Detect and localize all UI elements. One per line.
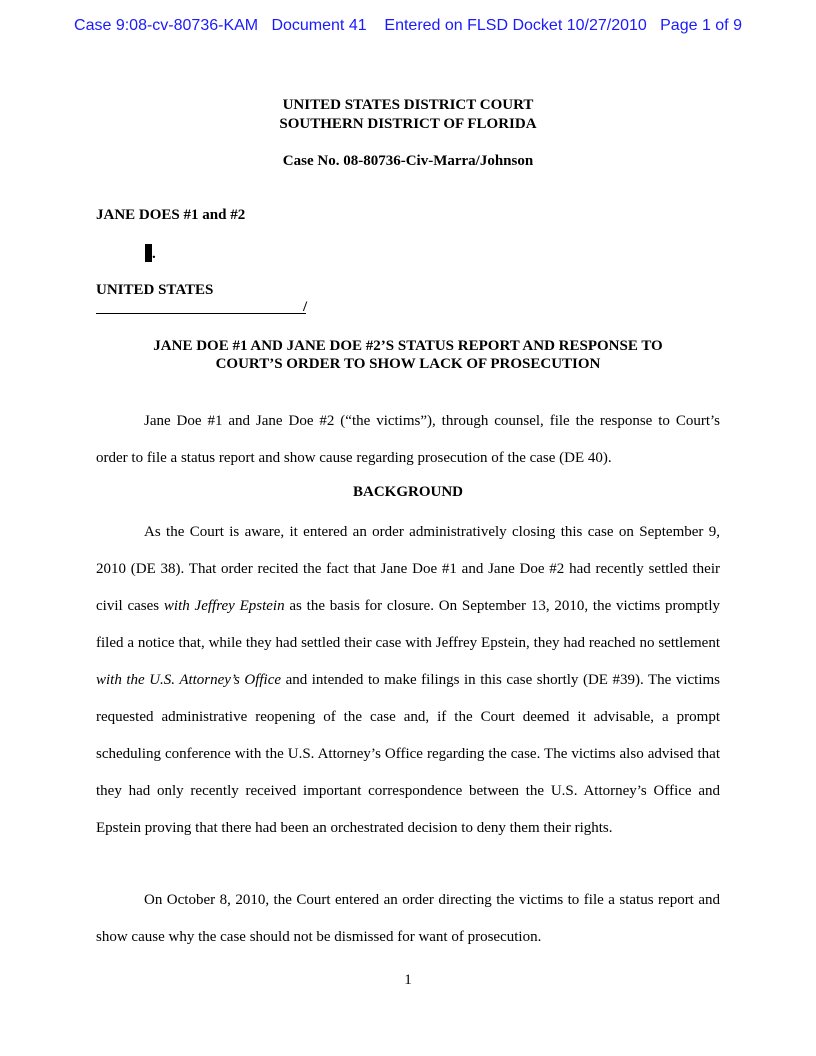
page-number: 1 [404, 972, 412, 988]
background-italic-a: with Jeffrey Epstein [163, 598, 285, 614]
background-text-c: and intended to make filings in this case shortly (DE #39). The victims requested administrative reopening of the case and, if the Court deemed it advisable, a prompt scheduling conference with the U.S. Attorney’s Office regarding the case. The victims also advised that they had only recently received important correspondence between the U.S. Attorney’s Office and Epstein proving that there had been an orchestrated decision to deny them their rights. [96, 672, 720, 836]
document-title-line2: COURT’S ORDER TO SHOW LACK OF PROSECUTION [215, 356, 601, 372]
document-title [96, 337, 720, 373]
background-text-a: As the Court is aware, it entered an order administratively closing this case on September 9, 2010 (DE 38). That order recited the fact that Jane Doe #1 and Jane Doe #2 had recently settled their civil cases [96, 524, 720, 614]
background-text-b: as the basis for closure. On September 13, 2010, the victims promptly filed a notice that, while they had settled their case with Jeffrey Epstein, they had reached no settlement [96, 598, 720, 651]
background-heading: BACKGROUND [352, 484, 463, 500]
court-name: UNITED STATES DISTRICT COURT [282, 97, 534, 113]
docket-header-stamp: Case 9:08-cv-80736-KAM Document 41 Entered on FLSD Docket 10/27/2010 Page 1 of 9 [74, 17, 742, 34]
defendant-caption: UNITED STATES [96, 282, 214, 298]
background-italic-b: with the U.S. Attorney’s Office [96, 672, 282, 688]
order-paragraph: On October 8, 2010, the Court entered an order directing the victims to file a status report and show cause why the case should not be dismissed for want of prosecution. [96, 892, 720, 945]
plaintiffs-caption: JANE DOES #1 and #2 [96, 207, 246, 223]
intro-paragraph: Jane Doe #1 and Jane Doe #2 (“the victims”), through counsel, file the response to Court’s order to file a status report and show cause regarding prosecution of the case (DE 40). [96, 413, 720, 466]
versus-line [96, 244, 156, 263]
caption-slash: / [303, 299, 308, 315]
background-paragraph [96, 514, 720, 847]
document-title-line1: JANE DOE #1 AND JANE DOE #2’S STATUS REPORT AND RESPONSE TO [153, 338, 663, 354]
caption-underline [96, 313, 306, 314]
court-district: SOUTHERN DISTRICT OF FLORIDA [279, 116, 537, 132]
redaction-block [145, 244, 152, 262]
case-number: Case No. 08-80736-Civ-Marra/Johnson [282, 153, 534, 169]
versus-suffix: . [152, 246, 156, 262]
